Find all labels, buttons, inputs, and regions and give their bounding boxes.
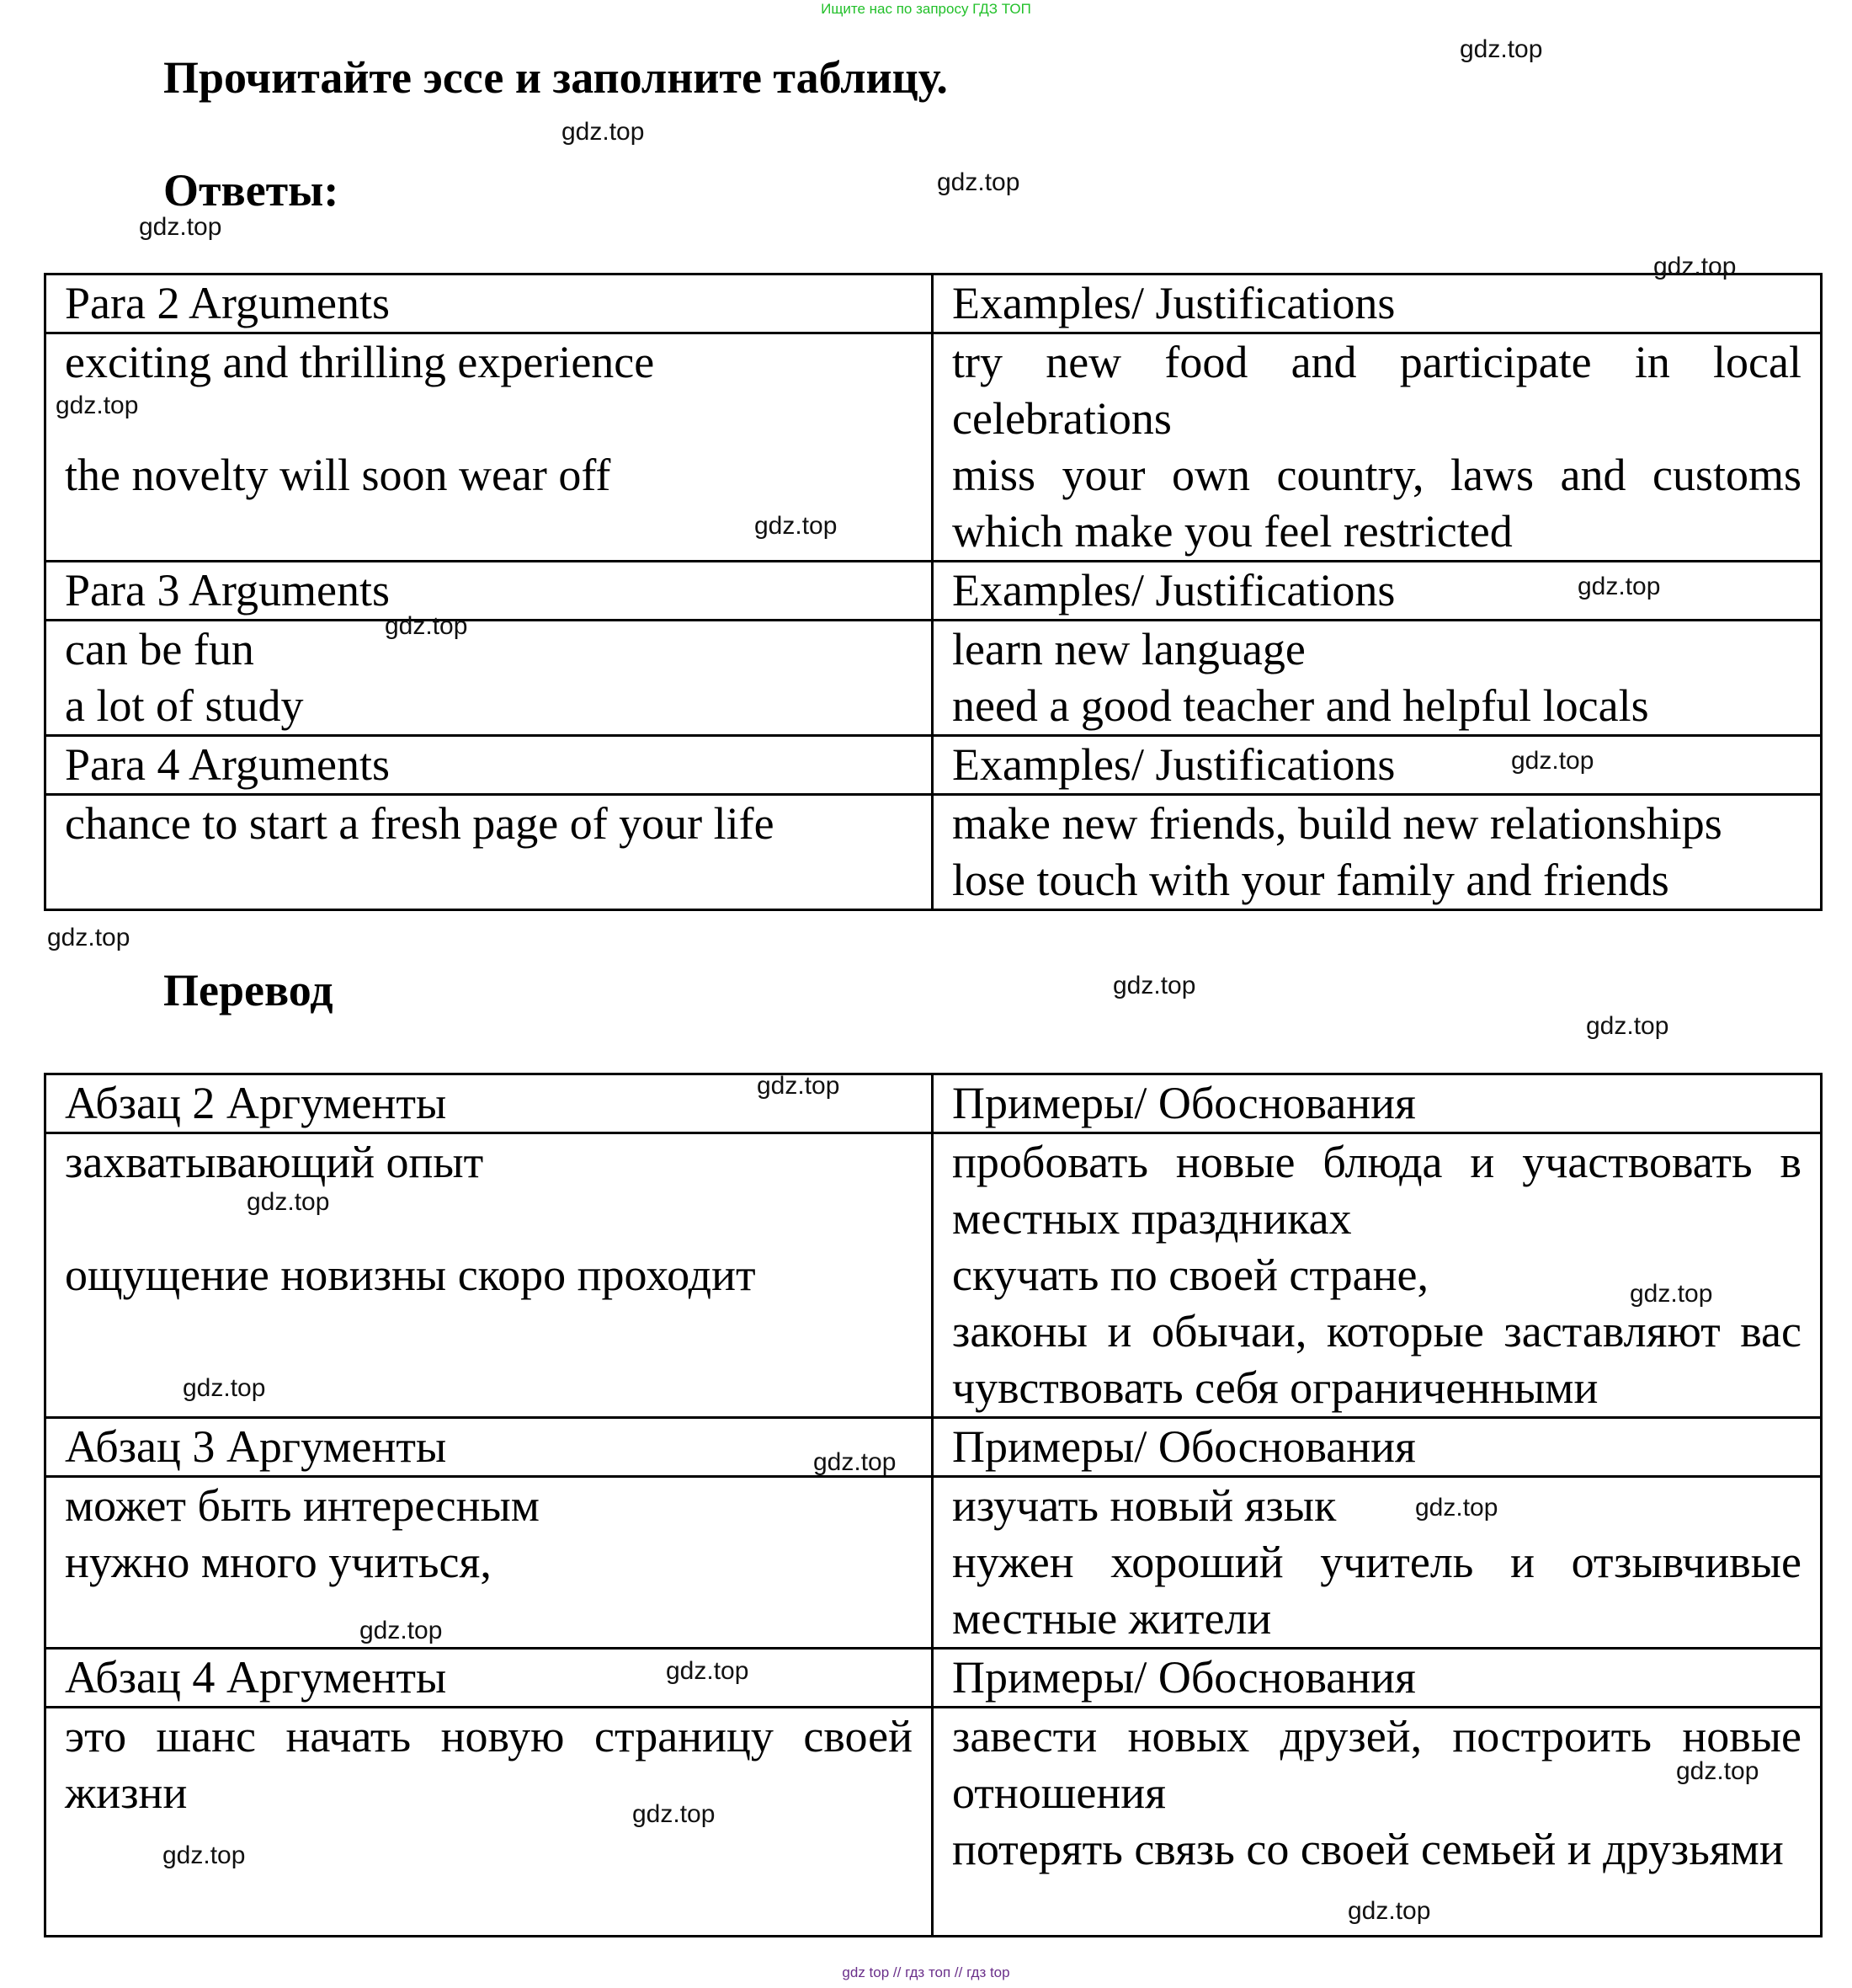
column-header: Para 2 Arguments	[65, 278, 390, 328]
table-row	[45, 1133, 1822, 1418]
watermark: gdz.top	[1676, 1757, 1759, 1785]
answers-table	[44, 273, 1823, 911]
argument-text: can be fun	[65, 624, 254, 674]
table-cell	[45, 1477, 933, 1649]
argument-text: a lot of study	[65, 680, 304, 731]
watermark: gdz.top	[1586, 1012, 1669, 1040]
example-text: try new food and participate in local celebrations	[952, 337, 1801, 444]
table-row	[45, 1074, 1822, 1133]
table-cell	[933, 736, 1822, 795]
table-cell	[933, 795, 1822, 910]
watermark: gdz.top	[56, 392, 139, 419]
table-cell	[933, 1074, 1822, 1133]
column-header: Examples/ Justifications	[952, 739, 1396, 790]
table-cell	[45, 795, 933, 910]
answers-heading: Ответы:	[163, 165, 339, 216]
column-header: Примеры/ Обоснования	[952, 1421, 1416, 1472]
watermark: gdz.top	[813, 1448, 897, 1476]
table-cell	[933, 274, 1822, 333]
table-row	[45, 1477, 1822, 1649]
argument-text: exciting and thrilling experience	[65, 337, 655, 387]
example-text: законы и обычаи, которые заставляют вас чувствовать себя ограниченными	[952, 1306, 1801, 1413]
watermark: gdz.top	[754, 512, 838, 540]
watermark: gdz.top	[1415, 1494, 1498, 1522]
watermark: gdz.top	[385, 612, 468, 640]
table-row	[45, 1708, 1822, 1937]
table-cell	[933, 1477, 1822, 1649]
watermark: gdz.top	[1348, 1897, 1431, 1925]
watermark: gdz.top	[1630, 1280, 1713, 1308]
task-title: Прочитайте эссе и заполните таблицу.	[163, 52, 948, 103]
table-cell	[933, 333, 1822, 562]
watermark: gdz.top	[1578, 573, 1661, 600]
table-row	[45, 1649, 1822, 1708]
table-row	[45, 621, 1822, 736]
watermark: gdz.top	[1511, 747, 1594, 775]
example-text: miss your own country, laws and customs which make you feel restricted	[952, 450, 1801, 557]
watermark: gdz.top	[162, 1841, 246, 1869]
table-cell	[933, 562, 1822, 621]
watermark: gdz.top	[183, 1374, 266, 1402]
watermark: gdz.top	[757, 1072, 840, 1100]
watermark: gdz.top	[632, 1800, 716, 1828]
table-cell	[933, 621, 1822, 736]
argument-text: ощущение новизны скоро проходит	[65, 1250, 756, 1300]
watermark: gdz.top	[1113, 972, 1196, 999]
watermark: gdz.top	[1460, 35, 1543, 63]
example-text: need a good teacher and helpful locals	[952, 680, 1649, 731]
argument-text: chance to start a fresh page of your life	[65, 798, 774, 849]
column-header: Examples/ Justifications	[952, 565, 1396, 616]
table-row	[45, 795, 1822, 910]
argument-text: может быть интересным	[65, 1480, 540, 1531]
watermark: gdz.top	[359, 1617, 443, 1644]
watermark: gdz.top	[666, 1657, 749, 1685]
table-row	[45, 274, 1822, 333]
watermark: gdz.top	[561, 118, 645, 146]
example-text: lose touch with your family and friends	[952, 855, 1669, 905]
column-header: Примеры/ Обоснования	[952, 1078, 1416, 1128]
argument-text: the novelty will soon wear off	[65, 450, 611, 500]
table-row	[45, 333, 1822, 562]
column-header: Примеры/ Обоснования	[952, 1652, 1416, 1703]
argument-text: это шанс начать новую страницу своей жизни	[65, 1711, 913, 1818]
example-text: пробовать новые блюда и участвовать в местных праздниках	[952, 1137, 1801, 1244]
table-row	[45, 562, 1822, 621]
watermark: gdz.top	[247, 1188, 330, 1216]
table-cell	[933, 1133, 1822, 1418]
table-cell	[45, 1418, 933, 1477]
column-header: Абзац 4 Аргументы	[65, 1652, 447, 1703]
table-cell	[933, 1649, 1822, 1708]
table-cell	[45, 1133, 933, 1418]
example-text: нужен хороший учитель и отзывчивые местные жители	[952, 1537, 1801, 1644]
column-header: Para 3 Arguments	[65, 565, 390, 616]
bottom-banner: gdz top // гдз топ // гдз top	[842, 1964, 1010, 1980]
watermark: gdz.top	[1653, 253, 1737, 280]
argument-text: нужно много учиться,	[65, 1537, 492, 1587]
translation-heading: Перевод	[163, 965, 333, 1015]
table-row	[45, 1418, 1822, 1477]
column-header: Para 4 Arguments	[65, 739, 390, 790]
column-header: Абзац 3 Аргументы	[65, 1421, 447, 1472]
table-cell	[45, 1649, 933, 1708]
example-text: изучать новый язык	[952, 1480, 1337, 1531]
table-cell	[45, 736, 933, 795]
argument-text: захватывающий опыт	[65, 1137, 484, 1187]
top-banner: Ищите нас по запросу ГДЗ ТОП	[821, 1, 1031, 17]
example-text: потерять связь со своей семьей и друзьями	[952, 1824, 1784, 1874]
table-cell	[45, 274, 933, 333]
column-header: Examples/ Justifications	[952, 278, 1396, 328]
example-text: make new friends, build new relationships	[952, 798, 1722, 849]
table-cell	[933, 1418, 1822, 1477]
table-cell	[45, 1708, 933, 1937]
example-text: скучать по своей стране,	[952, 1250, 1429, 1300]
example-text: learn new language	[952, 624, 1306, 674]
watermark: gdz.top	[47, 924, 130, 951]
example-text: завести новых друзей, построить новые отношения	[952, 1711, 1801, 1818]
column-header: Абзац 2 Аргументы	[65, 1078, 447, 1128]
watermark: gdz.top	[139, 213, 222, 241]
table-cell	[45, 621, 933, 736]
watermark: gdz.top	[937, 168, 1020, 196]
table-cell	[45, 562, 933, 621]
